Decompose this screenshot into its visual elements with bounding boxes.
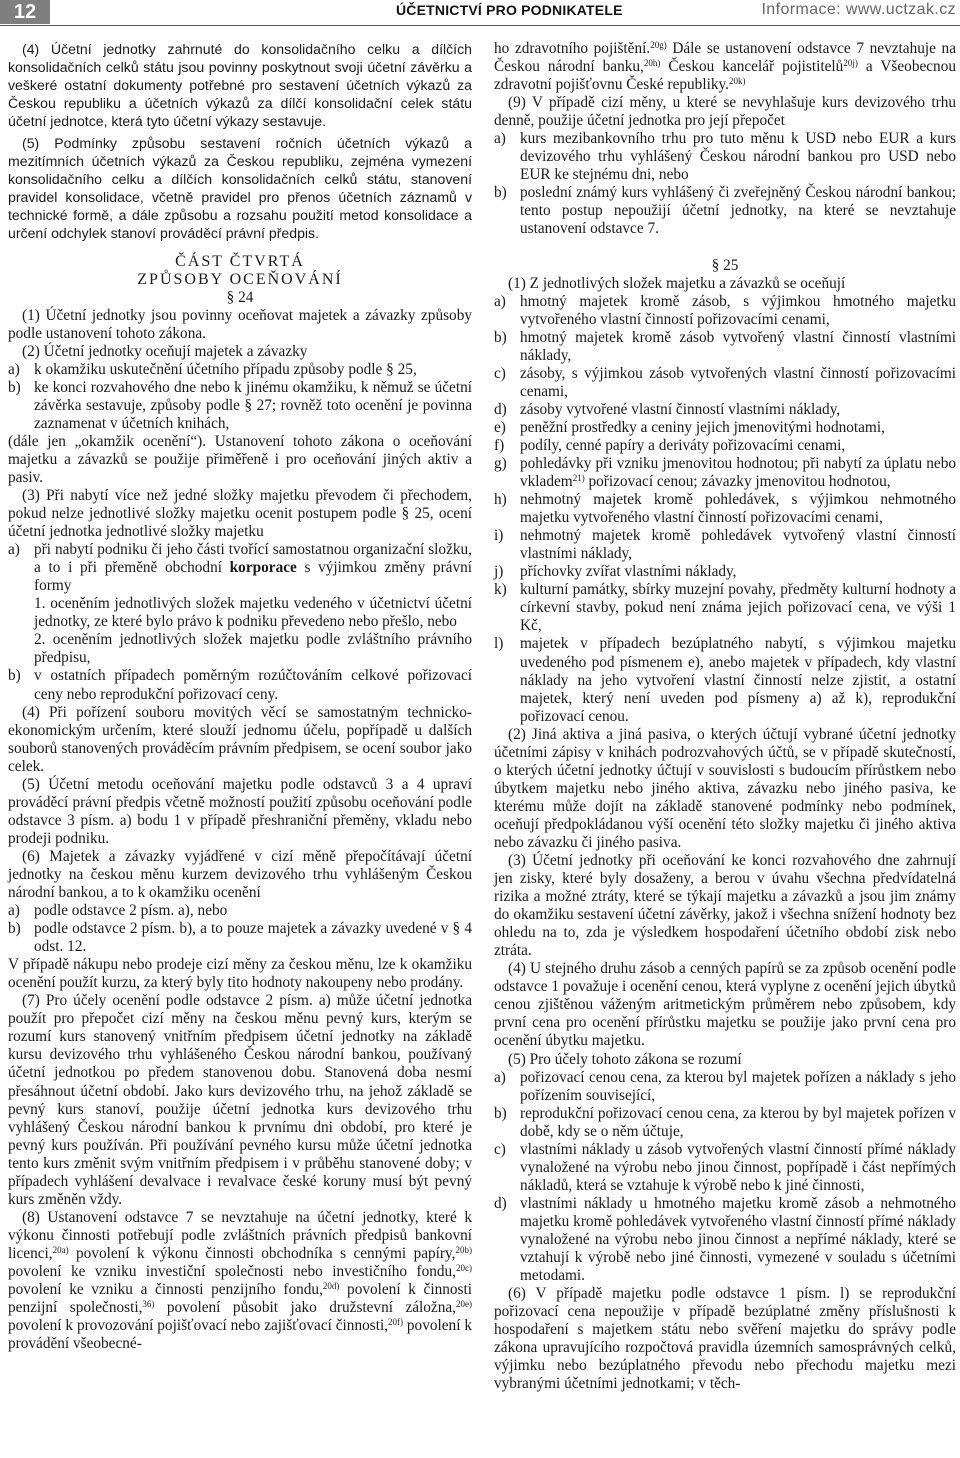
- s24-paragraph-9-intro: (9) V případě cizí měny, u které se nevyhlašuje kurs devizového trhu denně, použije účetní jednotka pro její přepočet: [494, 94, 956, 130]
- list-item: [494, 419, 956, 437]
- header-info: Informace: www.uctzak.cz: [761, 1, 956, 18]
- list-item: [494, 635, 956, 725]
- list-item-label: j): [494, 563, 504, 581]
- list-item-label: i): [494, 527, 504, 545]
- s24-paragraph-6-intro: (6) Majetek a závazky vyjádřené v cizí měně přepočítávají účetní jednotky na českou měnu kurzem devizového trhu vyhlášeným Českou národní bankou, a to k okamžiku ocenění: [8, 847, 472, 902]
- s25-items-list-5: [494, 1069, 956, 1286]
- list-item-label: d): [494, 1194, 507, 1212]
- list-item-text: majetek v případech bezúplatného nabytí, s výjimkou majetku uvedeného pod písmenem e), anebo majetek v případech, kdy vlastní náklady na jeho vytvoření vlastní činností nelze zjistit, a ostatní majetek, který není uveden pod písmeny a) až k), reprodukční pořizovací cenou.: [520, 635, 956, 725]
- s24-paragraph-1: (1) Účetní jednotky jsou povinny oceňovat majetek a závazky způsoby podle ustanovení tohoto zákona.: [8, 306, 472, 342]
- list-item-text: peněžní prostředky a ceniny jejich jmenovitými hodnotami,: [520, 418, 885, 436]
- s24-paragraph-5: (5) Účetní metodu oceňování majetku podle odstavců 3 a 4 upraví prováděcí právní předpis včetně možností použití způsobu oceňování podle odstavce 3 písm. a) bodu 1 v případě přeshraniční přeměny, vkladu nebo prodeji podniku.: [8, 775, 472, 847]
- list-item-text: nehmotný majetek kromě pohledávek, s výjimkou nehmotného majetku vytvořeného vlastní činností pořizovacími cenami,: [520, 491, 956, 527]
- list-item-text: vlastními náklady u hmotného majetku kromě zásob a nehmotného majetku kromě pohledávek vytvořeného vlastní činností přímé náklady vynaložené na výrobu nebo jinou činnost a nepřímé náklady, které se vztahují k výrobě nebo jiné činnosti, vymezené v souladu s účetními metodami.: [520, 1194, 956, 1285]
- list-item-text: příchovky zvířat vlastními náklady,: [520, 563, 737, 581]
- sub-item: 1. oceněním jednotlivých složek majetku vedeného v účetnictví účetní jednotky, ze které bylo právo k podniku převedeno nebo přešlo, nebo: [34, 595, 472, 631]
- s24-paragraph-2-tail: (dále jen „okamžik ocenění“). Ustanovení tohoto zákona o oceňování majetku a závazků se použije přiměřeně i pro oceňování jiných aktiv a pasiv.: [8, 432, 472, 486]
- list-item-label: b): [494, 328, 507, 346]
- list-item-label: c): [494, 1140, 506, 1158]
- footnote-ref: 20h): [643, 58, 661, 69]
- list-item: [494, 1105, 956, 1141]
- footnote-ref: 20e): [456, 1299, 472, 1310]
- list-item-text: reprodukční pořizovací cenou cena, za kterou by byl majetek pořízen v době, kdy se o něm účtuje,: [520, 1104, 956, 1140]
- list-item-label: a): [494, 292, 506, 310]
- paragraph-4-consolidation: (4) Účetní jednotky zahrnuté do konsolidačního celku a dílčích konsolidačních celků státu jsou povinny poskytnout svoji účetní závěrku a veškeré ostatní dokumenty potřebné pro sestavení účetních výkazů za Českou republiku a účetních výkazů za dílčí konsolidační celek státu účetní jednotce, která tyto účetní výkazy sestavuje.: [8, 41, 472, 130]
- s24-paragraph-4: (4) Při pořízení souboru movitých věcí se samostatným technicko-ekonomickým určením, které slouží jednomu účelu, popřípadě u dalších souborů stanovených prováděcím právním předpisem, se ocení soubor jako celek.: [8, 703, 472, 775]
- footnote-ref: 20j): [843, 58, 858, 69]
- list-item: [494, 1141, 956, 1195]
- s25-paragraph-3: (3) Účetní jednotky při oceňování ke konci rozvahového dne zahrnují jen zisky, které byly dosaženy, a berou v úvahu všechna předvídatelná rizika a možné ztráty, které se týkají majetku a závazků a jsou jim známy do okamžiku sestavení účetní závěrky, jakož i všechna snížení hodnoty bez ohledu na to, zda je výsledkem hospodaření účetního období zisk nebo ztráta.: [494, 852, 956, 960]
- section-24-heading: § 24: [226, 288, 254, 306]
- list-item: [494, 491, 956, 527]
- s25-items-list: [494, 293, 956, 455]
- part-title: ČÁST ČTVRTÁ: [175, 252, 305, 270]
- list-item: a) kurs mezibankovního trhu pro tuto měnu k USD nebo EUR a kurs devizového trhu vyhlášený Českou národní bankou pro USD nebo EUR ke stejnému dni, nebo: [494, 130, 956, 184]
- list-item-label: d): [494, 400, 507, 418]
- footnote-ref: 20a): [52, 1244, 69, 1255]
- list-item-text: zásoby, s výjimkou zásob vytvořených vlastní činností pořizovacími cenami,: [520, 364, 956, 400]
- footnote-ref: 20k): [728, 76, 746, 87]
- left-column: [8, 40, 472, 1353]
- footnote-ref: 21): [572, 473, 585, 484]
- bold-term: korporace: [229, 559, 297, 577]
- list-item: a) k okamžiku uskutečnění účetního případu způsoby podle § 25,: [8, 360, 417, 378]
- footnote-ref: 20g): [650, 40, 667, 50]
- s25-paragraph-5-intro: (5) Pro účely tohoto zákona se rozumí: [508, 1050, 742, 1068]
- list-item-label: c): [494, 364, 506, 382]
- list-item: b) ke konci rozvahového dne nebo k jinému okamžiku, k němuž se účetní závěrka sestavuje, způsoby podle § 27; rovněž toto ocenění je povinna zaznamenat v účetních knihách,: [8, 378, 472, 432]
- s24-paragraph-7: (7) Pro účely ocenění podle odstavce 2 písm. a) může účetní jednotka použít pro přepočet cizí měny na českou měnu pevný kurs, kterým se rozumí kurs stanovený vnitřním předpisem účetní jednotky na základě kursu devizového trhu vyhlášeného Českou národní bankou, používaný účetní jednotkou po předem stanovenou dobu. Stanovená doba nesmí přesáhnout účetní období. Jako kurs devizového trhu, na jehož základě se pevný kurs stanoví, použije účetní jednotka kurs devizového trhu vyhlášený Českou národní bankou k prvnímu dni období, pro které je pevný kurs používán. Při používání pevného kursu může účetní jednotka tento kurs změnit svým vnitřním předpisem i v průběhu stanovené doby; v případech vyhlášení devalvace i revalvace české koruny musí být pevný kurs změněn vždy.: [8, 992, 472, 1208]
- list-item: [494, 527, 956, 563]
- list-item: a) při nabytí podniku či jeho části tvořící samostatnou organizační složku, a to i při přeměně obchodní korporace s výjimkou změny právní formy: [8, 541, 473, 595]
- s25-items-list-2: [494, 491, 956, 726]
- s25-paragraph-4: (4) U stejného druhu zásob a cenných papírů se za způsob ocenění podle odstavce 1 považuje i ocenění cenou, která vyplyne z ocenění jejich úbytků cenou zjištěnou váženým aritmetickým průměrem nebo způsobem, kdy první cena pro ocenění přírůstku majetku se použije jako první cena pro ocenění úbytku majetku.: [494, 960, 956, 1050]
- list-item-text: nehmotný majetek kromě pohledávek vytvořený vlastní činností vlastními náklady,: [520, 527, 956, 563]
- list-item-label: f): [494, 436, 505, 454]
- list-item-label: e): [494, 418, 506, 436]
- section-25-heading: § 25: [711, 256, 739, 274]
- footnote-ref: 20b): [455, 1244, 472, 1255]
- list-item: b) podle odstavce 2 písm. b), a to pouze majetek a závazky uvedené v § 4 odst. 12.: [8, 920, 472, 956]
- part-subtitle: ZPŮSOBY OCEŇOVÁNÍ: [137, 270, 343, 288]
- list-item: [494, 563, 956, 581]
- s24-paragraph-3-intro: (3) Při nabytí více než jedné složky majetku převodem či přechodem, pokud nelze jednotlivé složky majetku ocenit postupem podle § 25, ocení účetní jednotka jednotlivé složky majetku: [8, 486, 472, 541]
- s25-paragraph-2: (2) Jiná aktiva a jiná pasiva, o kterých účtují vybrané účetní jednotky účetními zápisy v knihách podrozvahových účtů, se v případě skutečností, o kterých účetní jednotky účtují v souvislosti s budoucím přírůstkem nebo úbytkem majetku nebo jiného aktiva, závazku nebo jiného pasiva, ke kterému může dojít na základě stanovené podmínky nebo podmínek, oceňují předpokládanou výší ocenění této složky majetku či jiného aktiva nebo závazku či jiného pasiva.: [494, 725, 956, 851]
- list-item-text: kulturní památky, sbírky muzejní povahy, předměty kulturní hodnoty a církevní stavby, pokud není známa jejich pořizovací cena, ve výši 1 Kč,: [520, 581, 956, 635]
- list-item: [494, 365, 956, 401]
- sub-item: 2. oceněním jednotlivých složek majetku podle zvláštního právního předpisu,: [34, 631, 472, 667]
- footnote-ref: 20f): [388, 1317, 404, 1328]
- paragraph-5-conditions: (5) Podmínky způsobu sestavení ročních účetních výkazů a mezitímních účetních výkazů za Českou republiku, zejména vymezení konsolidačního celku a dílčích konsolidačních celků státu, stanovení pravidel konsolidace, včetně pravidel pro přenos účetních záznamů v technické formě, a dále způsobu a rozsahu použití metod konsolidace a určení odchylek stanoví prováděcí právní předpis.: [8, 135, 472, 242]
- list-item: b) poslední známý kurs vyhlášený či zveřejněný Českou národní bankou; tento postup nepoužijí účetní jednotky, na které se nevztahuje ustanovení odstavce 7.: [494, 184, 956, 238]
- footnote-ref: 36): [142, 1299, 155, 1310]
- list-item-label: b): [494, 1104, 507, 1122]
- list-item-label: k): [494, 581, 507, 599]
- page-header: [0, 0, 960, 26]
- page-number: 12: [0, 0, 50, 24]
- footnote-ref: 20c): [456, 1263, 472, 1273]
- list-item: [494, 1195, 956, 1285]
- list-item: b) v ostatních případech poměrným rozúčtováním celkové pořizovací ceny nebo reprodukční pořizovací ceny.: [8, 667, 472, 703]
- list-item-text: podíly, cenné papíry a deriváty pořizovacími cenami,: [520, 436, 846, 454]
- list-item-text: vlastními náklady u zásob vytvořených vlastní činností přímé náklady vynaložené na výrobu nebo jinou činnost, popřípadě i část nepřímých nákladů, která se vztahuje k výrobě nebo k jiné činnosti,: [520, 1140, 956, 1194]
- s24-paragraph-6-tail: V případě nákupu nebo prodeje cizí měny za českou měnu, lze k okamžiku ocenění použít kurzu, za který byly tito hodnoty nakoupeny nebo prodány.: [8, 956, 472, 992]
- list-item: g) pohledávky při vzniku jmenovitou hodnotou; při nabytí za úplatu nebo vkladem$^{21)}$ pořizovací cenou; závazky jmenovitou hodnotou,: [494, 454, 956, 491]
- list-item: [494, 401, 956, 419]
- list-item-text: hmotný majetek kromě zásob vytvořený vlastní činností vlastními náklady,: [520, 328, 956, 364]
- footnote-ref: 20d): [322, 1281, 340, 1292]
- list-item: [494, 329, 956, 365]
- list-item: [494, 1069, 956, 1105]
- s25-paragraph-1-intro: (1) Z jednotlivých složek majetku a závazků se oceňují: [508, 274, 846, 292]
- list-item-text: zásoby vytvořené vlastní činností vlastními náklady,: [520, 400, 841, 418]
- journal-title: ÚČETNICTVÍ PRO PODNIKATELE: [396, 2, 623, 18]
- s24-paragraph-8: (8) Ustanovení odstavce 7 se nevztahuje na účetní jednotky, které k výkonu činnosti potřebují podle zvláštních právních předpisů bankovní licenci,$^{20a)}$ povolení k výkonu činnosti obchodníka s cennými papíry,$^{20b)}$ povolení ke vzniku investiční společnosti nebo investičního fondu,$^{20c)}$ povolení ke vzniku a činnosti penzijního fondu,$^{20d)}$ povolení k činnosti penzijní společnosti,$^{36)}$ povolení působit jako družstevní záložna,$^{20e)}$ povolení k provozování pojišťovací nebo zajišťovací činnosti,$^{20f)}$ povolení k provádění všeobecné-: [8, 1208, 472, 1353]
- right-column: [494, 40, 956, 1393]
- header-rule: [0, 25, 960, 26]
- list-item: a) podle odstavce 2 písm. a), nebo: [8, 902, 228, 920]
- continued-paragraph: ho zdravotního pojištění.$^{20g)}$ Dále se ustanovení odstavce 7 nevztahuje na Českou národní banku,$^{20h)}$ Českou kancelář pojistitelů$^{20j)}$ a Všeobecnou zdravotní pojišťovnu České republiky.$^{20k)}$: [494, 40, 956, 94]
- s25-paragraph-6: (6) V případě majetku podle odstavce 1 písm. l) se reprodukční pořizovací cena nepoužije v případě bezúplatné změny příslušnosti k hospodaření s majetkem státu nebo svěření majetku do správy podle zákona upravujícího rozpočtová pravidla územních samosprávných celků, výjimku nebo bezúplatného převodu nebo přechodu majetku mezi vybranými účetními jednotkami; v těch-: [494, 1285, 956, 1393]
- list-item-label: l): [494, 635, 504, 653]
- list-item-label: h): [494, 491, 507, 509]
- list-item: [494, 293, 956, 329]
- list-item: [494, 581, 956, 635]
- list-item-label: a): [494, 1068, 506, 1086]
- list-item: [494, 437, 956, 455]
- list-item-text: pořizovací cenou cena, za kterou byl majetek pořízen a náklady s jeho pořízením související,: [520, 1068, 956, 1104]
- s24-paragraph-2-intro: (2) Účetní jednotky oceňují majetek a závazky: [22, 342, 308, 360]
- list-item-text: hmotný majetek kromě zásob, s výjimkou hmotného majetku vytvořeného vlastní činností pořizovacími cenami,: [520, 292, 956, 328]
